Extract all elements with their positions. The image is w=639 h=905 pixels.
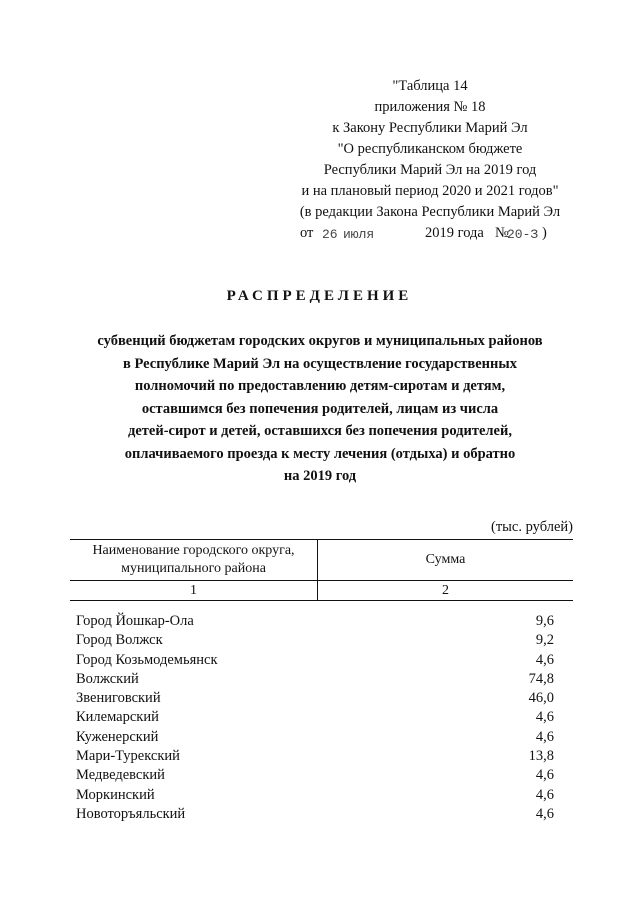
municipality-name: Куженерский — [76, 728, 159, 745]
date-month: июля — [343, 227, 375, 242]
table-row — [76, 766, 554, 785]
date-year: 2019 года — [425, 225, 484, 241]
table-row — [76, 689, 554, 708]
table-row — [76, 805, 554, 824]
header-line: (в редакции Закона Республики Марий Эл — [299, 204, 561, 220]
law-reference-header — [270, 76, 590, 244]
column-number-1: 1 — [70, 581, 318, 600]
column-header-sum: Сумма — [425, 552, 466, 567]
subtitle-line: полномочий по предоставлению детям-сиротам и детям, — [134, 378, 506, 394]
column-number-2: 2 — [442, 583, 449, 598]
amendment-date-line — [270, 223, 590, 244]
header-line: и на плановый период 2020 и 2021 годов" — [301, 183, 559, 199]
table-row — [76, 612, 554, 631]
table-body — [76, 612, 554, 824]
table-row — [76, 631, 554, 650]
municipality-name: Звениговский — [76, 690, 161, 707]
subtitle-line: оплачиваемого проезда к месту лечения (отдыха) и обратно — [124, 445, 516, 462]
subtitle-line: оставшимся без попечения родителей, лицам из числа — [141, 400, 499, 417]
municipality-name: Медведевский — [76, 767, 165, 784]
header-line: к Закону Республики Марий Эл — [332, 120, 528, 136]
law-number: 20-З — [507, 227, 539, 242]
document-subtitle — [60, 330, 580, 488]
municipality-name: Город Йошкар-Ола — [76, 613, 194, 629]
amount-value: 9,2 — [535, 632, 554, 649]
amount-value: 4,6 — [535, 651, 554, 668]
amount-value: 4,6 — [535, 728, 554, 745]
header-line: приложения № 18 — [374, 99, 486, 115]
subtitle-line: детей-сирот и детей, оставшихся без попечения родителей, — [128, 423, 512, 439]
table-row — [76, 747, 554, 766]
subtitle-line: на 2019 год — [283, 468, 357, 484]
municipality-name: Килемарский — [76, 709, 159, 726]
municipality-name: Город Козьмодемьянск — [76, 651, 218, 668]
amount-value: 4,6 — [535, 767, 554, 784]
column-number-row — [70, 581, 573, 601]
distribution-table-header — [70, 539, 573, 601]
table-row — [76, 651, 554, 670]
date-prefix: от — [300, 225, 314, 241]
column-header-name-line: муниципального района — [121, 561, 266, 576]
subtitle-line: субвенций бюджетам городских округов и муниципальных районов — [97, 333, 543, 349]
municipality-name: Новоторъяльский — [76, 805, 186, 822]
closing-paren: ) — [542, 225, 547, 241]
document-title: РАСПРЕДЕЛЕНИЕ — [226, 288, 413, 304]
table-row — [76, 670, 554, 689]
law-number-sign: № — [495, 225, 509, 241]
table-row — [76, 728, 554, 747]
date-day: 26 — [322, 227, 338, 242]
amount-value: 4,6 — [535, 805, 554, 822]
column-header-name — [70, 540, 318, 580]
table-row — [76, 786, 554, 805]
header-line: "Таблица 14 — [392, 78, 468, 94]
table-row — [76, 708, 554, 727]
municipality-name: Волжский — [76, 670, 139, 687]
amount-value: 46,0 — [528, 690, 554, 707]
amount-value: 13,8 — [528, 748, 554, 765]
amount-value: 74,8 — [528, 670, 554, 687]
table-header-row — [70, 539, 573, 581]
municipality-name: Город Волжск — [76, 632, 163, 649]
unit-label: (тыс. рублей) — [491, 519, 573, 535]
header-line: Республики Марий Эл на 2019 год — [323, 162, 537, 178]
header-line: "О республиканском бюджете — [337, 141, 523, 157]
municipality-name: Мари-Турекский — [76, 748, 180, 765]
column-header-name-line: Наименование городского округа, — [92, 543, 295, 558]
subtitle-line: в Республике Марий Эл на осуществление государственных — [123, 355, 517, 372]
municipality-name: Моркинский — [76, 786, 155, 803]
amount-value: 9,6 — [535, 613, 554, 629]
amount-value: 4,6 — [535, 786, 554, 803]
amount-value: 4,6 — [535, 709, 554, 726]
